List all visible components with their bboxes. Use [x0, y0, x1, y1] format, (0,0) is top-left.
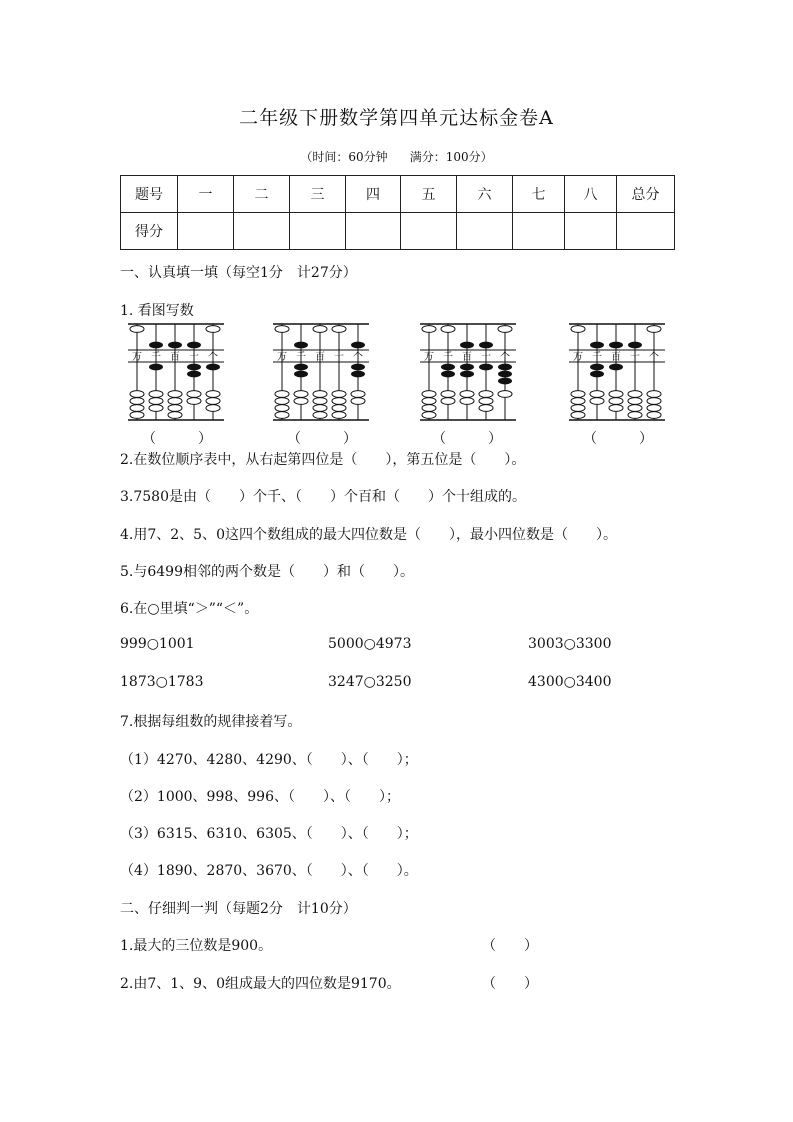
- abacus-1-answer-blank[interactable]: （ ）: [142, 431, 212, 447]
- abacus-place-label: 个: [500, 352, 510, 363]
- abacus-bead-upper-rest: [206, 326, 220, 333]
- abacus-bead-upper-active: [187, 342, 201, 349]
- abacus-bead-lower-active: [498, 364, 512, 371]
- abacus-bead-lower-active: [609, 364, 623, 371]
- abacus-bead-lower-rest: [441, 391, 455, 398]
- abacus-bead-lower-rest: [422, 398, 436, 405]
- compare-item[interactable]: 4300○3400: [528, 674, 612, 690]
- score-cell[interactable]: [234, 213, 290, 250]
- abacus-bead-lower-rest: [609, 405, 623, 412]
- abacus-bead-lower-rest: [332, 398, 346, 405]
- time-limit: （时间：60分钟: [300, 150, 388, 164]
- section2-heading: 二、仔细判一判（每题2分 计10分）: [120, 901, 357, 917]
- score-header-cell: 七: [513, 176, 565, 213]
- score-header-cell: 二: [234, 176, 290, 213]
- abacus-bead-lower-rest: [275, 412, 289, 419]
- abacus-bead-upper-rest: [422, 326, 436, 333]
- abacus-bead-upper-active: [294, 342, 308, 349]
- question-4: 4.用7、2、5、0这四个数组成的最大四位数是（ ），最小四位数是（ ）。: [120, 527, 617, 543]
- abacus-bead-lower-active: [441, 364, 455, 371]
- score-cell[interactable]: [401, 213, 457, 250]
- sequence-item[interactable]: （4）1890、2870、3670、（ ）、（ ）。: [120, 863, 418, 879]
- abacus-bead-lower-rest: [571, 412, 585, 419]
- abacus-bead-lower-active: [351, 371, 365, 378]
- abacus-bead-upper-active: [590, 342, 604, 349]
- abacus-4-answer-blank[interactable]: （ ）: [583, 431, 653, 447]
- abacus-bead-lower-rest: [130, 391, 144, 398]
- abacus-bead-lower-rest: [609, 391, 623, 398]
- abacus-bead-lower-rest: [647, 412, 661, 419]
- compare-item[interactable]: 999○1001: [120, 636, 195, 652]
- abacus-bead-lower-rest: [498, 391, 512, 398]
- abacus-bead-lower-rest: [275, 391, 289, 398]
- abacus-place-label: 个: [649, 352, 659, 363]
- abacus-place-label: 十: [630, 352, 640, 363]
- abacus-bead-lower-rest: [149, 398, 163, 405]
- abacus-bead-lower-rest: [187, 391, 201, 398]
- abacus-bead-upper-rest: [441, 326, 455, 333]
- abacus-bead-lower-rest: [313, 391, 327, 398]
- abacus-bead-upper-rest: [313, 326, 327, 333]
- abacus-bead-lower-rest: [275, 398, 289, 405]
- score-cell[interactable]: [513, 213, 565, 250]
- abacus-bead-lower-rest: [647, 398, 661, 405]
- abacus-bead-lower-rest: [206, 391, 220, 398]
- abacus-4: [569, 318, 667, 426]
- abacus-bead-lower-rest: [332, 391, 346, 398]
- abacus-bead-lower-rest: [206, 398, 220, 405]
- abacus-place-label: 个: [353, 352, 363, 363]
- abacus-place-label: 百: [315, 352, 325, 363]
- abacus-bead-lower-rest: [647, 391, 661, 398]
- abacus-bead-upper-active: [149, 342, 163, 349]
- judge-answer-blank-2[interactable]: （ ）: [482, 976, 538, 992]
- score-row-label: 得分: [121, 213, 178, 250]
- abacus-bead-lower-active: [590, 371, 604, 378]
- abacus-bead-lower-rest: [422, 391, 436, 398]
- abacus-bead-upper-rest: [647, 326, 661, 333]
- abacus-place-label: 十: [334, 352, 344, 363]
- abacus-bead-upper-active: [609, 342, 623, 349]
- question-3: 3.7580是由（ ）个千、（ ）个百和（ ）个十组成的。: [120, 489, 526, 505]
- sequence-item[interactable]: （2）1000、998、996、（ ）、（ ）；: [120, 789, 400, 805]
- abacus-bead-lower-rest: [647, 405, 661, 412]
- abacus-bead-lower-rest: [149, 391, 163, 398]
- abacus-place-label: 万: [132, 352, 142, 363]
- score-table-score-row: [121, 213, 675, 250]
- question-1-text: 1. 看图写数: [120, 303, 194, 319]
- abacus-bead-lower-active: [206, 364, 220, 371]
- abacus-bead-lower-rest: [628, 391, 642, 398]
- judge-question-1: 1.最大的三位数是900。: [120, 938, 273, 954]
- abacus-3: [420, 318, 518, 426]
- score-table-header-row: [121, 176, 675, 213]
- abacus-bead-lower-rest: [313, 405, 327, 412]
- score-cell[interactable]: [178, 213, 234, 250]
- score-table: [120, 175, 675, 250]
- question-5: 5.与6499相邻的两个数是（ ）和（ ）。: [120, 564, 414, 580]
- abacus-bead-lower-rest: [609, 398, 623, 405]
- abacus-place-label: 十: [481, 352, 491, 363]
- abacus-bead-lower-rest: [149, 405, 163, 412]
- compare-item[interactable]: 5000○4973: [328, 636, 412, 652]
- abacus-place-label: 万: [424, 352, 434, 363]
- sequence-item[interactable]: （1）4270、4280、4290、（ ）、（ ）；: [120, 752, 418, 768]
- abacus-bead-lower-active: [187, 364, 201, 371]
- abacus-bead-lower-rest: [332, 412, 346, 419]
- score-cell[interactable]: [290, 213, 346, 250]
- score-cell[interactable]: [346, 213, 401, 250]
- abacus-bead-upper-rest: [332, 326, 346, 333]
- question-6-text: 6.在○里填“＞”“＜”。: [120, 601, 259, 617]
- abacus-bead-lower-rest: [187, 398, 201, 405]
- score-cell[interactable]: [617, 213, 675, 250]
- abacus-bead-upper-active: [460, 342, 474, 349]
- abacus-place-label: 千: [151, 352, 161, 363]
- abacus-bead-lower-rest: [130, 405, 144, 412]
- abacus-bead-lower-active: [351, 364, 365, 371]
- abacus-place-label: 千: [443, 352, 453, 363]
- abacus-bead-lower-rest: [130, 398, 144, 405]
- compare-item[interactable]: 1873○1783: [120, 674, 204, 690]
- score-header-cell: 四: [346, 176, 401, 213]
- abacus-bead-lower-active: [441, 371, 455, 378]
- abacus-bead-lower-active: [590, 364, 604, 371]
- abacus-bead-lower-active: [498, 378, 512, 385]
- question-7-text: 7.根据每组数的规律接着写。: [120, 714, 302, 730]
- abacus-bead-lower-rest: [628, 405, 642, 412]
- sequence-item[interactable]: （3）6315、6310、6305、（ ）、（ ）；: [120, 826, 418, 842]
- abacus-bead-lower-active: [479, 364, 493, 371]
- abacus-bead-lower-active: [460, 371, 474, 378]
- score-header-cell: 题号: [121, 176, 178, 213]
- score-header-cell: 五: [401, 176, 457, 213]
- score-cell[interactable]: [457, 213, 513, 250]
- abacus-bead-upper-active: [479, 342, 493, 349]
- abacus-place-label: 百: [462, 352, 472, 363]
- abacus-bead-lower-rest: [571, 391, 585, 398]
- abacus-bead-upper-active: [628, 342, 642, 349]
- abacus-bead-lower-rest: [168, 405, 182, 412]
- abacus-place-label: 千: [592, 352, 602, 363]
- abacus-bead-upper-rest: [498, 326, 512, 333]
- abacus-place-label: 十: [189, 352, 199, 363]
- abacus-bead-lower-active: [187, 371, 201, 378]
- judge-answer-blank-1[interactable]: （ ）: [482, 938, 538, 954]
- abacus-bead-upper-rest: [571, 326, 585, 333]
- abacus-bead-lower-rest: [206, 405, 220, 412]
- abacus-bead-lower-rest: [168, 391, 182, 398]
- abacus-2-answer-blank[interactable]: （ ）: [287, 431, 357, 447]
- abacus-bead-lower-rest: [275, 405, 289, 412]
- abacus-place-label: 万: [277, 352, 287, 363]
- abacus-bead-lower-rest: [294, 398, 308, 405]
- abacus-bead-lower-rest: [460, 398, 474, 405]
- abacus-bead-lower-rest: [460, 391, 474, 398]
- abacus-bead-lower-rest: [313, 412, 327, 419]
- abacus-bead-lower-rest: [294, 391, 308, 398]
- exam-info: [0, 148, 793, 165]
- compare-item[interactable]: 3247○3250: [328, 674, 412, 690]
- abacus-bead-lower-active: [498, 371, 512, 378]
- abacus-bead-lower-active: [294, 371, 308, 378]
- abacus-bead-lower-rest: [479, 391, 493, 398]
- full-score: 满分：100分）: [409, 150, 493, 164]
- abacus-bead-lower-rest: [351, 391, 365, 398]
- abacus-3-answer-blank[interactable]: （ ）: [432, 431, 502, 447]
- abacus-bead-lower-rest: [628, 398, 642, 405]
- score-header-cell: 三: [290, 176, 346, 213]
- abacus-place-label: 个: [208, 352, 218, 363]
- abacus-bead-upper-active: [351, 342, 365, 349]
- abacus-place-label: 千: [296, 352, 306, 363]
- abacus-bead-lower-rest: [479, 398, 493, 405]
- score-header-cell: 六: [457, 176, 513, 213]
- score-header-cell: 八: [565, 176, 617, 213]
- abacus-bead-lower-rest: [590, 391, 604, 398]
- abacus-bead-lower-active: [460, 364, 474, 371]
- abacus-bead-lower-rest: [441, 398, 455, 405]
- abacus-bead-lower-rest: [130, 412, 144, 419]
- abacus-bead-lower-rest: [168, 412, 182, 419]
- score-header-cell: 一: [178, 176, 234, 213]
- abacus-bead-upper-rest: [275, 326, 289, 333]
- abacus-bead-lower-rest: [479, 405, 493, 412]
- abacus-bead-lower-rest: [351, 398, 365, 405]
- abacus-bead-lower-rest: [571, 405, 585, 412]
- score-header-cell: 总分: [617, 176, 675, 213]
- score-cell[interactable]: [565, 213, 617, 250]
- abacus-bead-upper-rest: [130, 326, 144, 333]
- abacus-place-label: 百: [611, 352, 621, 363]
- abacus-bead-lower-active: [149, 364, 163, 371]
- abacus-bead-lower-rest: [422, 405, 436, 412]
- abacus-bead-upper-active: [168, 342, 182, 349]
- abacus-bead-lower-active: [294, 364, 308, 371]
- abacus-bead-lower-rest: [571, 398, 585, 405]
- abacus-place-label: 万: [573, 352, 583, 363]
- abacus-bead-lower-rest: [628, 412, 642, 419]
- abacus-1: [128, 318, 226, 426]
- section1-heading: 一、认真填一填（每空1分 计27分）: [120, 265, 357, 281]
- abacus-bead-lower-rest: [332, 405, 346, 412]
- judge-question-2: 2.由7、1、9、0组成最大的四位数是9170。: [120, 976, 401, 992]
- abacus-bead-lower-rest: [590, 398, 604, 405]
- abacus-bead-lower-rest: [168, 398, 182, 405]
- question-2: 2.在数位顺序表中，从右起第四位是（ ），第五位是（ ）。: [120, 452, 526, 468]
- page-title: 二年级下册数学第四单元达标金卷A: [239, 107, 554, 129]
- abacus-2: [273, 318, 371, 426]
- abacus-bead-lower-rest: [313, 398, 327, 405]
- abacus-place-label: 百: [170, 352, 180, 363]
- abacus-bead-lower-rest: [422, 412, 436, 419]
- compare-item[interactable]: 3003○3300: [528, 636, 612, 652]
